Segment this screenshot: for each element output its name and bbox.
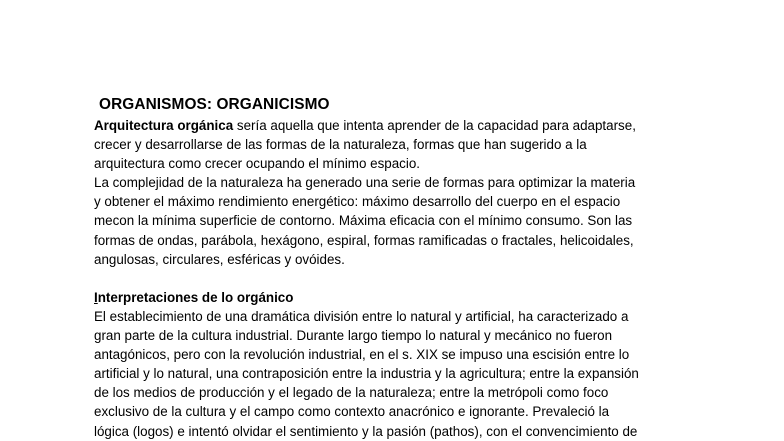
text-line: y obtener el máximo rendimiento energético: máximo desarrollo del cuerpo en el espacio bbox=[94, 194, 621, 210]
text-line bbox=[94, 116, 694, 135]
paragraph-organic-architecture bbox=[94, 116, 694, 173]
text-line: angulosas, circulares, esféricas y ovóides. bbox=[94, 251, 345, 267]
text-line: artificial y lo natural, una contraposición entre la industria y la agricultura; entre la expansión bbox=[94, 366, 639, 382]
section-heading bbox=[94, 288, 694, 307]
text-line: formas de ondas, parábola, hexágono, espiral, formas ramificadas o fractales, helicoidales, bbox=[94, 232, 634, 248]
text-line: arquitectura como crecer ocupando el mínimo espacio. bbox=[94, 156, 421, 172]
text-line: antagónicos, pero con la revolución industrial, en el s. XIX se impuso una escisión entre lo bbox=[94, 347, 630, 363]
document-body bbox=[94, 95, 694, 441]
heading-text: nterpretaciones de lo orgánico bbox=[97, 289, 294, 305]
section-interpretations bbox=[94, 288, 694, 441]
text-line: exclusivo de la cultura y el campo como contexto anacrónico e ignorante. Prevaleció la bbox=[94, 404, 610, 420]
text-line: mecon la mínima superficie de contorno. Máxima eficacia con el mínimo consumo. Son las bbox=[94, 213, 633, 229]
text-line: lógica (logos) e intentó olvidar el sentimiento y la pasión (pathos), con el convencimiento de bbox=[94, 423, 638, 439]
text-line: El establecimiento de una dramática división entre lo natural y artificial, ha caracterizado a bbox=[94, 308, 629, 324]
document-title: ORGANISMOS: ORGANICISMO bbox=[99, 96, 330, 113]
text-line: gran parte de la cultura industrial. Durante largo tiempo lo natural y mecánico no fueron bbox=[94, 328, 613, 344]
term-organic-architecture: Arquitectura orgánica bbox=[94, 118, 234, 133]
text-span: sería aquella que intenta aprender de la capacidad para adaptarse, bbox=[233, 118, 636, 133]
text-line: crecer y desarrollarse de las formas de la naturaleza, formas que han sugerido a la bbox=[94, 137, 587, 153]
paragraph-spacer bbox=[94, 269, 694, 288]
text-line: de los medios de producción y el legado de la naturaleza; entre la metrópoli como foco bbox=[94, 385, 609, 401]
paragraph-nature-complexity bbox=[94, 173, 694, 268]
text-line: La complejidad de la naturaleza ha generado una serie de formas para optimizar la materia bbox=[94, 175, 636, 191]
heading-initial: I bbox=[94, 289, 98, 305]
